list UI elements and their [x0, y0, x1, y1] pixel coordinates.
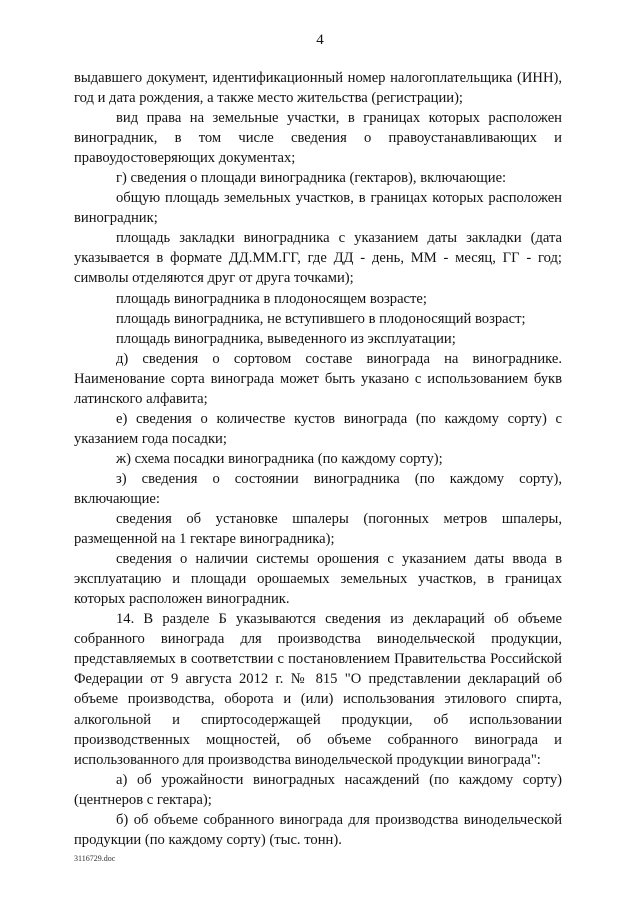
document-body	[74, 68, 562, 850]
file-name-footer: 3116729.doc	[74, 854, 116, 863]
paragraph: выдавшего документ, идентификационный номер налогоплательщика (ИНН), год и дата рождения, а также место жительства (регистрации);	[74, 70, 562, 107]
paragraph: площадь виноградника в плодоносящем возрасте;	[116, 290, 427, 307]
paragraph: сведения об установке шпалеры (погонных метров шпалеры, размещенной на 1 гектаре виноградника);	[74, 511, 562, 548]
paragraph: г) сведения о площади виноградника (гектаров), включающие:	[116, 170, 507, 187]
paragraph: площадь виноградника, не вступившего в плодоносящий возраст;	[116, 310, 526, 327]
paragraph: общую площадь земельных участков, в границах которых расположен виноградник;	[74, 190, 562, 227]
paragraph: е) сведения о количестве кустов винограда (по каждому сорту) с указанием года посадки;	[74, 410, 562, 447]
paragraph: 14. В разделе Б указываются сведения из деклараций об объеме собранного винограда для производства винодельческой продукции, представляемых в соответствии с постановлением Правительства Российской Федерации от 9 августа 2012 г. № 815 "О представлении деклараций об объеме производства, оборота и (или) использования этилового спирта, алкогольной и спиртосодержащей продукции, об использовании производственных мощностей, об объеме собранного винограда и использованного для производства винодельческой продукции винограда":	[74, 611, 562, 768]
paragraph: а) об урожайности виноградных насаждений (по каждому сорту) (центнеров с гектара);	[74, 771, 562, 808]
paragraph: площадь закладки виноградника с указанием даты закладки (дата указывается в формате ДД.ММ.ГГ, где ДД - день, ММ - месяц, ГГ - год; символы отделяются друг от друга точками);	[74, 230, 562, 287]
paragraph: з) сведения о состоянии виноградника (по каждому сорту), включающие:	[74, 470, 562, 507]
paragraph: вид права на земельные участки, в границах которых расположен виноградник, в том числе сведения о правоустанавливающих и правоудостоверяющих документах;	[74, 110, 562, 167]
paragraph: площадь виноградника, выведенного из эксплуатации;	[116, 330, 456, 347]
paragraph: б) об объеме собранного винограда для производства винодельческой продукции (по каждому сорту) (тыс. тонн).	[74, 811, 562, 848]
paragraph: д) сведения о сортовом составе винограда на винограднике. Наименование сорта винограда может быть указано с использованием букв латинского алфавита;	[74, 350, 562, 407]
paragraph: сведения о наличии системы орошения с указанием даты ввода в эксплуатацию и площади орошаемых земельных участков, в границах которых расположен виноградник.	[74, 551, 562, 608]
paragraph: ж) схема посадки виноградника (по каждому сорту);	[116, 450, 443, 467]
page-number: 4	[316, 32, 324, 48]
